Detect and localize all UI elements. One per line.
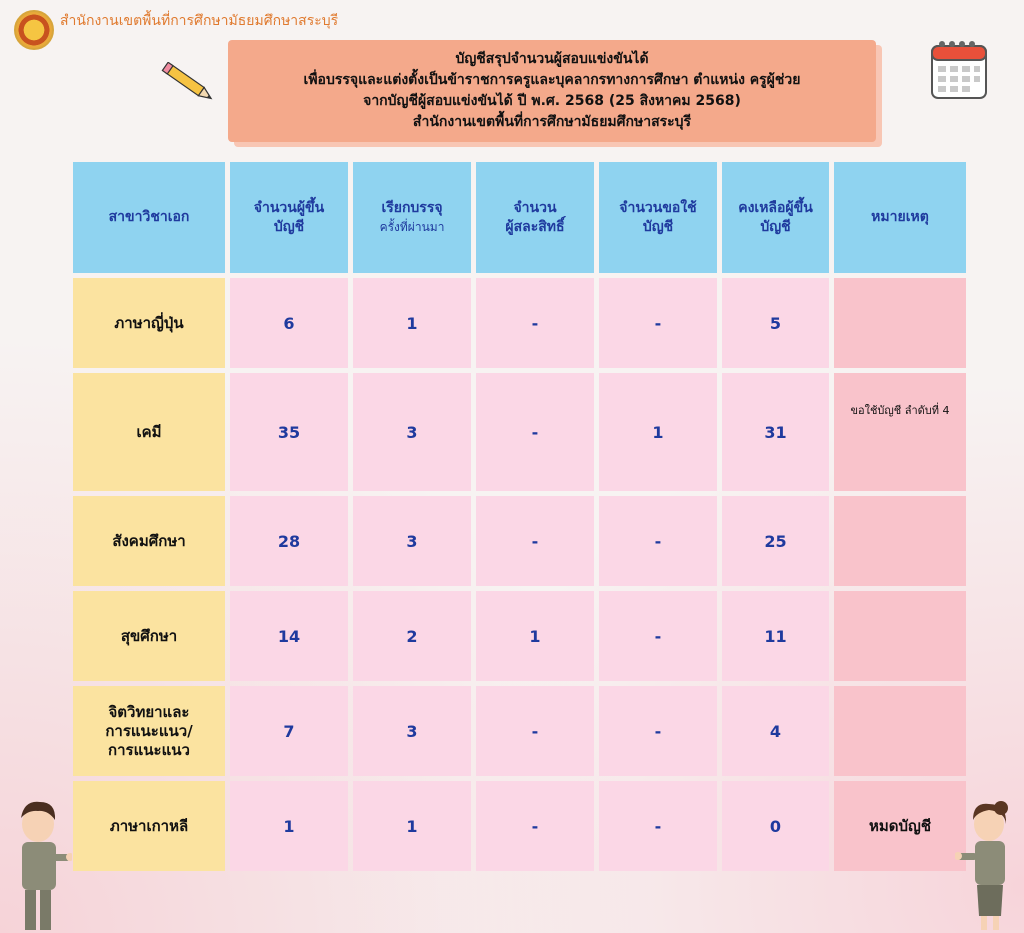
table-row bbox=[73, 591, 966, 681]
subject-cell: ภาษาญี่ปุ่น bbox=[73, 278, 225, 368]
called-cell: 1 bbox=[353, 781, 471, 871]
remaining-cell: 31 bbox=[722, 373, 829, 491]
called-cell: 1 bbox=[353, 278, 471, 368]
note-cell: หมดบัญชี bbox=[834, 781, 966, 871]
header-note: หมายเหตุ bbox=[834, 162, 966, 273]
requested-cell: - bbox=[599, 591, 717, 681]
total-cell: 6 bbox=[230, 278, 348, 368]
female-teacher-illustration bbox=[955, 798, 1017, 933]
note-cell bbox=[834, 278, 966, 368]
table-row bbox=[73, 496, 966, 586]
note-cell: ขอใช้บัญชี ลำดับที่ 4 bbox=[834, 373, 966, 491]
subject-cell bbox=[73, 686, 225, 776]
waived-cell: - bbox=[476, 781, 594, 871]
pencil-icon bbox=[160, 62, 218, 104]
remaining-cell: 0 bbox=[722, 781, 829, 871]
called-cell: 3 bbox=[353, 686, 471, 776]
title-line-4: สำนักงานเขตพื้นที่การศึกษามัธยมศึกษาสระบุรี bbox=[412, 114, 692, 130]
total-cell: 28 bbox=[230, 496, 348, 586]
waived-cell: - bbox=[476, 496, 594, 586]
subject-cell: สังคมศึกษา bbox=[73, 496, 225, 586]
requested-cell: - bbox=[599, 781, 717, 871]
title-banner bbox=[228, 40, 876, 142]
note-cell bbox=[834, 591, 966, 681]
remaining-cell: 11 bbox=[722, 591, 829, 681]
title-line-1: บัญชีสรุปจำนวนผู้สอบแข่งขันได้ bbox=[455, 51, 649, 67]
subject-cell: สุขศึกษา bbox=[73, 591, 225, 681]
subject-line: จิตวิทยาและ bbox=[108, 702, 190, 721]
subject-cell: เคมี bbox=[73, 373, 225, 491]
called-cell: 3 bbox=[353, 373, 471, 491]
waived-cell: - bbox=[476, 278, 594, 368]
table-header-row bbox=[73, 162, 966, 273]
requested-cell: 1 bbox=[599, 373, 717, 491]
note-cell bbox=[834, 496, 966, 586]
waived-cell: - bbox=[476, 686, 594, 776]
waived-cell: - bbox=[476, 373, 594, 491]
total-cell: 35 bbox=[230, 373, 348, 491]
subject-cell: ภาษาเกาหลี bbox=[73, 781, 225, 871]
requested-cell: - bbox=[599, 278, 717, 368]
table-row bbox=[73, 278, 966, 368]
title-line-3: จากบัญชีผู้สอบแข่งขันได้ ปี พ.ศ. 2568 (25 สิงหาคม 2568) bbox=[363, 93, 741, 109]
header-subject: สาขาวิชาเอก bbox=[73, 162, 225, 273]
calendar-icon bbox=[928, 36, 990, 102]
header-called: เรียกบรรจุ ครั้งที่ผ่านมา bbox=[353, 162, 471, 273]
total-cell: 1 bbox=[230, 781, 348, 871]
male-teacher-illustration bbox=[8, 798, 72, 933]
total-cell: 14 bbox=[230, 591, 348, 681]
requested-cell: - bbox=[599, 686, 717, 776]
subject-line: การแนะแนว/ bbox=[105, 721, 193, 740]
remaining-cell: 5 bbox=[722, 278, 829, 368]
table-row bbox=[73, 686, 966, 776]
org-name: สำนักงานเขตพื้นที่การศึกษามัธยมศึกษาสระบุรี bbox=[60, 13, 339, 29]
requested-cell: - bbox=[599, 496, 717, 586]
table-row bbox=[73, 373, 966, 491]
remaining-cell: 4 bbox=[722, 686, 829, 776]
note-cell bbox=[834, 686, 966, 776]
title-line-2: เพื่อบรรจุและแต่งตั้งเป็นข้าราชการครูและบุคลากรทางการศึกษา ตำแหน่ง ครูผู้ช่วย bbox=[303, 72, 801, 88]
table-row bbox=[73, 781, 966, 871]
header-requested: จำนวนขอใช้ บัญชี bbox=[599, 162, 717, 273]
total-cell: 7 bbox=[230, 686, 348, 776]
header-total: จำนวนผู้ขึ้น บัญชี bbox=[230, 162, 348, 273]
header-waived: จำนวน ผู้สละสิทธิ์ bbox=[476, 162, 594, 273]
called-cell: 2 bbox=[353, 591, 471, 681]
waived-cell: 1 bbox=[476, 591, 594, 681]
subject-line: การแนะแนว bbox=[108, 740, 190, 759]
school-seal-icon bbox=[14, 10, 54, 50]
header-remaining: คงเหลือผู้ขึ้น บัญชี bbox=[722, 162, 829, 273]
remaining-cell: 25 bbox=[722, 496, 829, 586]
called-cell: 3 bbox=[353, 496, 471, 586]
summary-table bbox=[68, 157, 971, 876]
